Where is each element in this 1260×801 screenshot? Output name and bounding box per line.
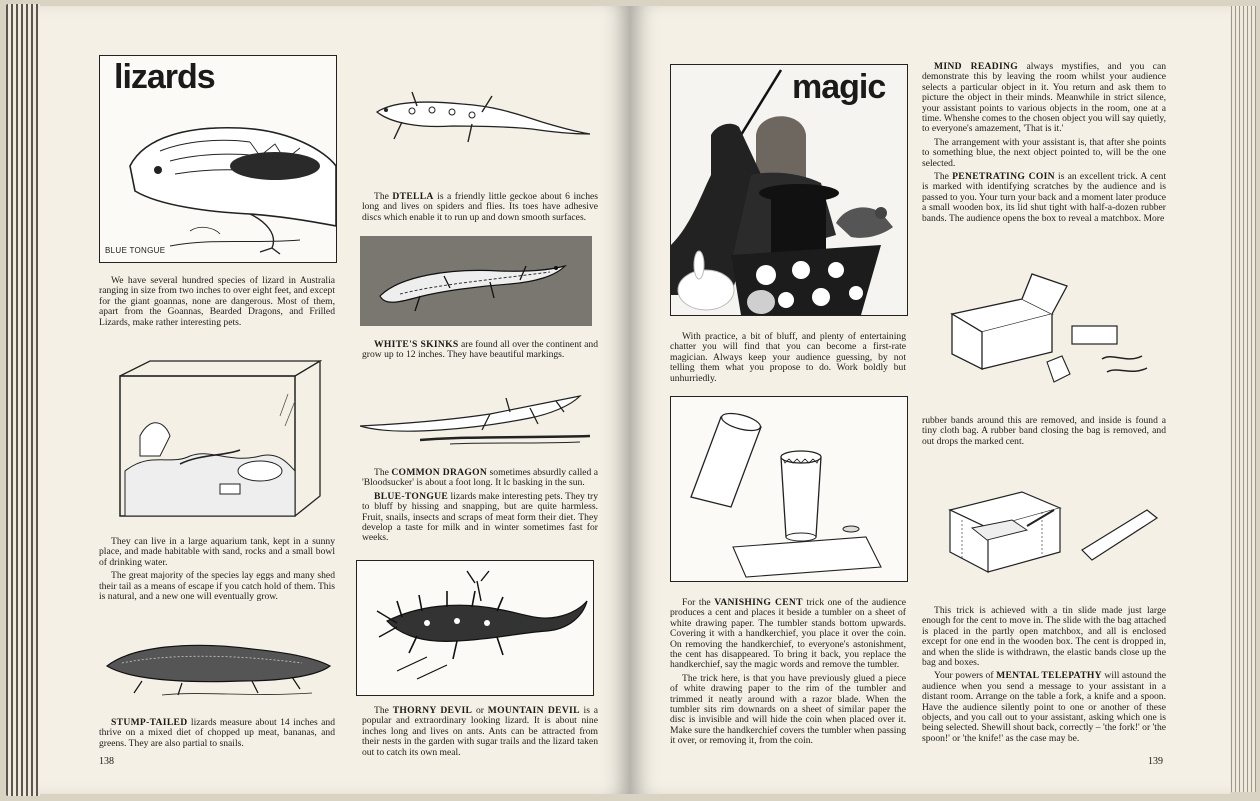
page-number-right: 139 [1148, 756, 1163, 767]
tin-slide-illustration [942, 480, 1166, 584]
practice-paragraph: With practice, a bit of bluff, and plenty of entertaining chatter you will find that you can become a first-rate magician. Always keep your audience guessing, by not telling them what you propose to do. Work boldly but unhurriedly. [670, 331, 906, 384]
page-edges-left [6, 4, 40, 796]
page-edges-right [1228, 6, 1256, 792]
mind-reading-and-coin-paragraphs: MIND READING always mystifies, and you can demonstrate this by leaving the room whilst your audience selects a particular object in it. You return and ask them to picture the object in their minds. Meanwhile in strict silence, your assistant points to various objects in the room, one at a time. Whenshe comes to the chosen object you will say quietly, to everyone's amazement, 'That is it.' The arrangement with your assistant is, that after she points to something blue, the next object pointed to, will be the one selected. The PENETRATING COIN is an excellent trick. A cent is marked with identifying scratches by the audience and is passed to you. Your turn your back and a moment later produce a small wooden box, its lid shut tight with half-a-dozen rubber bands. The audience opens the box to reveal a matchbox. More [922, 61, 1166, 224]
thorny-devil-paragraph: The THORNY DEVIL or MOUNTAIN DEVIL is a popular and extraordinary looking lizard. It is about nine inches long and lives on ants. Ants can be attracted from their nests in the garden with sugar trails and the lizard taken out to catch its own meal. [362, 705, 598, 758]
common-dragon-illustration [360, 386, 592, 448]
right-page [630, 6, 1230, 794]
vanishing-cent-paragraphs: For the VANISHING CENT trick one of the audience produces a cent and places it beside a tumbler on a sheet of white drawing paper. The tumbler stands bottom upwards. Covering it with a handkerchief, you place it over the coin. On removing the handkerchief, to everyone's astonishment, the cent has disappeared. To bring it back, you replace the handkerchief, say the magic words and remove the tumbler. The trick here, is that you have previously glued a piece of white drawing paper to the rim of the tumbler and trimmed it neatly around with a razor blade. When the tumbler sits rim downards on a sheet of similar paper the disc is invisible and will hide the coin when placed over it. Make sure the handkerchief covers the tumbler when passing it over, or removing it, from the coin. [670, 597, 906, 747]
page-title-magic: magic [792, 68, 886, 106]
tank-paragraphs: They can live in a large aquarium tank, kept in a sunny place, and made habitable with sand, rocks and a small bowl of drinking water. The great majority of the species lay eggs and many shed their tail as a means of escape if you catch hold of them. This is natural, and a new one will eventually grow. [99, 536, 335, 603]
page-number-left: 138 [99, 756, 114, 767]
intro-paragraph: We have several hundred species of lizard in Australia ranging in size from two inches to over eight feet, and except for the giant goannas, none are dangerous. Most of them, apart from the Goannas, Bearded Dragons, and Frilled Lizards, make rather interesting pets. [99, 275, 335, 328]
rubber-bands-paragraph: rubber bands around this are removed, and inside is found a tiny cloth bag. A rubber band closing the bag is removed, and out drops the marked cent. [922, 415, 1166, 447]
box-matchbox-illustration [942, 264, 1162, 394]
page-title-lizards: lizards [114, 58, 215, 96]
dtella-paragraph: The DTELLA is a friendly little geckoe about 6 inches long and lives on spiders and flies. Its toes have adhesive discs which enable it to run up and down smooth surfaces. [362, 191, 598, 223]
tin-slide-and-telepathy-paragraphs: This trick is achieved with a tin slide made just large enough for the cent to move in. The slide with the bag attached is placed in the partly open matchbox, and all is enclosed except for one end in the wooden box. The cent is dropped in, and when the slide is withdrawn, the elastic bands close up the bag and boxes. Your powers of MENTAL TELEPATHY will astound the audience when you send a message to your assistant in a distant room. Arrange on the table a fork, a knife and a spoon. Have the audience silently point to one or another of these objects, and you call out to your assistant, asking which one is being selected. Shewill shout back, correctly – 'the fork!' or 'the spoon!' or 'the knife!' as the case may be. [922, 605, 1167, 744]
stump-tailed-illustration [102, 631, 332, 701]
whites-skinks-paragraph: WHITE'S SKINKS are found all over the continent and grow up to 12 inches. They have beautiful markings. [362, 339, 598, 361]
aquarium-tank-illustration [110, 356, 330, 521]
figure-label: BLUE TONGUE [105, 246, 166, 255]
left-page [38, 6, 630, 794]
whites-skink-illustration [360, 236, 592, 326]
thorny-devil-illustration [356, 560, 594, 696]
dragon-and-bluetongue-paragraphs: The COMMON DRAGON sometimes absurdly called a 'Bloodsucker' is about a foot long. It lc basking in the sun. BLUE-TONGUE lizards make interesting pets. They try to bluff by hissing and snapping, but are quite harmless. Fruit, snails, insects and scraps of meat form their diet. They develop a taste for milk and in winter sometimes fast for weeks. [362, 467, 598, 544]
tumbler-illustration [670, 396, 908, 582]
dtella-illustration [372, 84, 592, 154]
stump-tailed-paragraph: STUMP-TAILED lizards measure about 14 inches and thrive on a mixed diet of chopped up meat, bananas, and greens. They are also partial to snails. [99, 717, 335, 749]
